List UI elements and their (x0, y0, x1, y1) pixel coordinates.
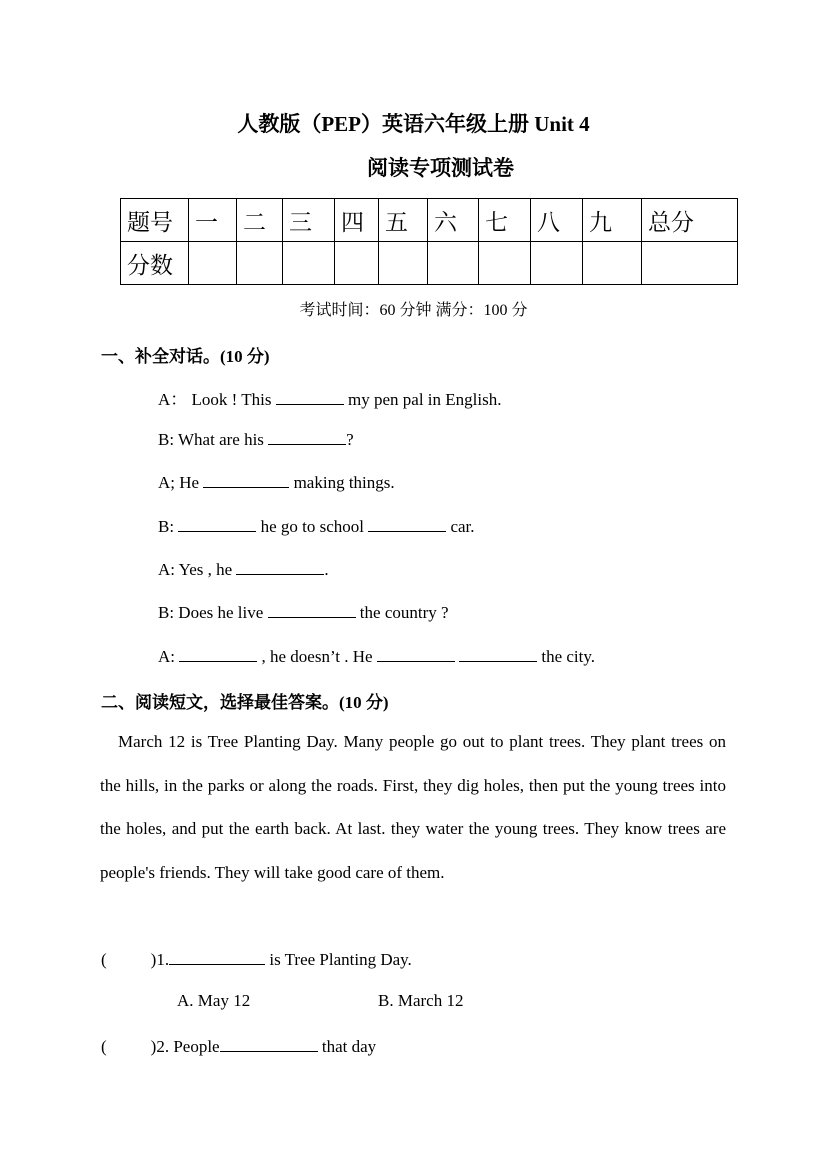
answer-blank[interactable] (203, 471, 289, 488)
score-table-cell: 四 (335, 199, 379, 242)
answer-blank[interactable] (178, 515, 256, 532)
section-1-heading: 一、补全对话。(10 分) (101, 347, 270, 366)
score-table-cell: 七 (479, 199, 531, 242)
score-table-header-row (121, 199, 738, 242)
dialogue-text: making things. (293, 473, 395, 492)
score-input-cell[interactable] (428, 242, 479, 285)
answer-blank[interactable] (179, 645, 257, 662)
option-b[interactable]: B. March 12 (378, 991, 464, 1010)
answer-blank[interactable] (268, 601, 356, 618)
dialogue-text: B: (158, 517, 175, 536)
score-table-cell: 分数 (121, 242, 189, 285)
score-input-cell[interactable] (189, 242, 237, 285)
score-table-cell: 二 (237, 199, 283, 242)
answer-blank[interactable] (276, 388, 344, 405)
score-input-cell[interactable] (531, 242, 583, 285)
score-input-cell[interactable] (379, 242, 428, 285)
question-number: )1. (150, 950, 170, 969)
score-input-cell[interactable] (479, 242, 531, 285)
answer-paren-open: ( (101, 1037, 107, 1056)
answer-blank[interactable] (236, 558, 324, 575)
dialogue-text: the city. (541, 647, 596, 666)
answer-blank[interactable] (368, 515, 446, 532)
dialogue-text: , he doesn’t . He (261, 647, 373, 666)
dialogue-text: A: (158, 647, 175, 666)
dialogue-line (158, 601, 449, 623)
dialogue-text: my pen pal in English. (348, 390, 502, 409)
answer-blank[interactable] (268, 428, 346, 445)
dialogue-text: B: Does he live (158, 603, 264, 622)
score-table-cell: 八 (531, 199, 583, 242)
dialogue-text: ? (346, 430, 354, 449)
question-text: that day (321, 1037, 377, 1056)
answer-blank[interactable] (220, 1035, 318, 1052)
dialogue-line (158, 385, 501, 410)
section-2-heading: 二、阅读短文，选择最佳答案。(10 分) (101, 693, 389, 712)
dialogue-text: A; He (158, 473, 200, 492)
score-table-cell: 一 (189, 199, 237, 242)
score-input-cell[interactable] (283, 242, 335, 285)
dialogue-line (158, 515, 475, 537)
dialogue-line (158, 645, 595, 667)
score-table-cell: 总分 (642, 199, 738, 242)
score-input-cell[interactable] (237, 242, 283, 285)
reading-passage (100, 720, 726, 894)
title-line-1: 人教版（PEP）英语六年级上册 Unit 4 (237, 112, 590, 136)
question-number: )2. People (150, 1037, 220, 1056)
score-table-cell: 九 (583, 199, 642, 242)
dialogue-text: A： Look ! This (158, 390, 272, 409)
passage-text: March 12 is Tree Planting Day. Many people go out to plant trees. They plant trees on the hills, in the parks or along the roads. First, they dig holes, then put the young trees into the holes, and put the earth back. At last. they water the young trees. They know trees are people's friends. They will take good care of them. (100, 732, 726, 882)
question-1 (101, 948, 412, 970)
title-line-2: 阅读专项测试卷 (367, 156, 514, 180)
answer-blank[interactable] (377, 645, 455, 662)
score-input-cell[interactable] (335, 242, 379, 285)
dialogue-line (158, 471, 395, 493)
answer-blank[interactable] (459, 645, 537, 662)
score-table-cell: 五 (379, 199, 428, 242)
question-text: is Tree Planting Day. (269, 950, 412, 969)
score-table (120, 198, 738, 285)
score-input-cell[interactable] (583, 242, 642, 285)
option-a[interactable]: A. May 12 (177, 991, 251, 1010)
dialogue-line (158, 428, 354, 450)
dialogue-text: . (324, 560, 329, 579)
score-table-score-row (121, 242, 738, 285)
dialogue-text: the country ? (359, 603, 449, 622)
answer-blank[interactable] (169, 948, 265, 965)
dialogue-text: B: What are his (158, 430, 264, 449)
score-table-cell: 三 (283, 199, 335, 242)
score-table-cell: 六 (428, 199, 479, 242)
dialogue-text: he go to school (260, 517, 364, 536)
answer-paren-open: ( (101, 950, 107, 969)
dialogue-text: car. (450, 517, 475, 536)
question-2 (101, 1035, 376, 1057)
score-input-cell[interactable] (642, 242, 738, 285)
exam-info: 考试时间：60 分钟 满分：100 分 (299, 302, 528, 319)
dialogue-text: A: Yes , he (158, 560, 233, 579)
dialogue-line (158, 558, 329, 580)
score-table-cell: 题号 (121, 199, 189, 242)
